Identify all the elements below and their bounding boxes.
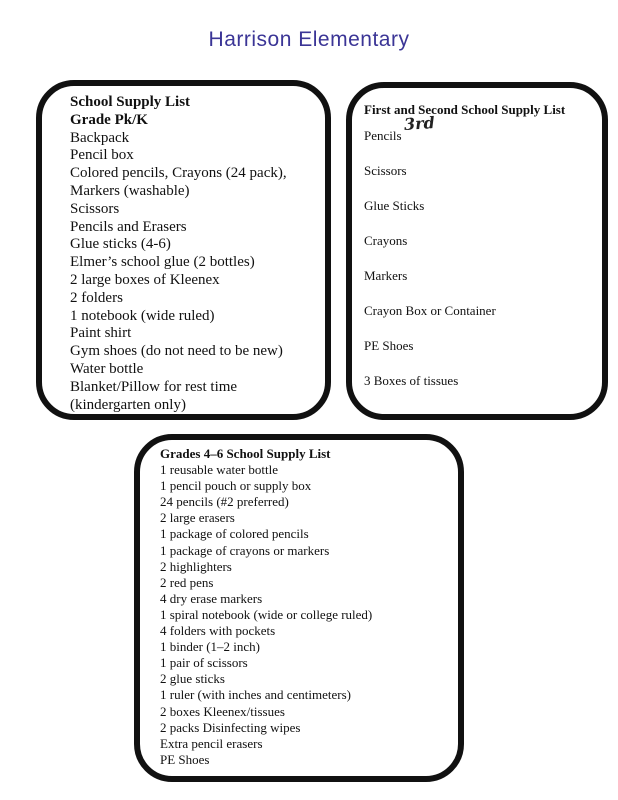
list-item: Water bottle xyxy=(70,360,144,377)
handwritten-note: 3rd xyxy=(403,112,436,135)
list-item: 4 folders with pockets xyxy=(160,623,276,639)
list-item: 1 pencil pouch or supply box xyxy=(160,478,312,494)
list-item: Glue sticks (4-6) xyxy=(70,236,171,253)
list-item: 1 pair of scissors xyxy=(160,655,248,671)
pk-list-grade-heading: Grade Pk/K xyxy=(70,111,148,128)
list-item: Crayons xyxy=(364,233,408,248)
list-item: Pencils xyxy=(364,128,402,143)
first-second-supply-list-box xyxy=(346,82,608,420)
grades-4-6-supply-list-box xyxy=(134,434,464,782)
list-item: 2 highlighters xyxy=(160,558,232,574)
list-item: 4 dry erase markers xyxy=(160,590,263,606)
list-item: Backpack xyxy=(70,129,130,146)
pk-k-supply-list-box xyxy=(36,80,331,420)
list-item: Blanket/Pillow for rest time xyxy=(70,378,238,395)
list-item: 2 folders xyxy=(70,289,123,306)
first-second-heading-text: First and Second School Supply List xyxy=(364,102,566,117)
list-item: 1 binder (1–2 inch) xyxy=(160,639,261,655)
list-item: Markers xyxy=(364,268,408,283)
list-item: Paint shirt xyxy=(70,325,132,342)
first-second-list-heading xyxy=(364,102,602,135)
list-item: Markers (washable) xyxy=(70,182,190,199)
grades-4-6-list-heading: Grades 4–6 School Supply List xyxy=(160,446,331,461)
list-item: 1 reusable water bottle xyxy=(160,462,279,478)
list-item: 3 Boxes of tissues xyxy=(364,373,459,388)
list-item: Crayon Box or Container xyxy=(364,303,496,318)
list-item: Gym shoes (do not need to be new) xyxy=(70,343,283,360)
list-item: Pencil box xyxy=(70,147,134,164)
list-item: 1 spiral notebook (wide or college ruled) xyxy=(160,606,373,622)
list-item: 2 boxes Kleenex/tissues xyxy=(160,703,285,719)
first-second-list-items xyxy=(364,128,602,389)
list-item: (kindergarten only) xyxy=(70,396,186,413)
pk-list-heading: School Supply List xyxy=(70,94,191,110)
list-item: 1 ruler (with inches and centimeters) xyxy=(160,687,351,703)
list-item: Scissors xyxy=(70,200,120,217)
pk-list-items xyxy=(70,130,325,415)
list-item: 24 pencils (#2 preferred) xyxy=(160,494,289,510)
page-title: Harrison Elementary xyxy=(208,28,410,51)
list-item: 2 glue sticks xyxy=(160,671,225,687)
list-item: Scissors xyxy=(364,163,407,178)
list-item: Pencils and Erasers xyxy=(70,218,187,235)
list-item: 1 package of crayons or markers xyxy=(160,542,330,558)
list-item: Colored pencils, Crayons (24 pack), xyxy=(70,165,287,182)
list-item: Glue Sticks xyxy=(364,198,425,213)
list-item: 2 red pens xyxy=(160,574,214,590)
grades-4-6-list-items xyxy=(160,462,458,768)
list-item: Elmer’s school glue (2 bottles) xyxy=(70,254,255,271)
list-item: Extra pencil erasers xyxy=(160,735,263,751)
list-item: 2 large erasers xyxy=(160,510,235,526)
list-item: 2 large boxes of Kleenex xyxy=(70,271,220,288)
list-item: 2 packs Disinfecting wipes xyxy=(160,719,301,735)
list-item: PE Shoes xyxy=(364,338,414,353)
list-item: 1 package of colored pencils xyxy=(160,526,309,542)
list-item: 1 notebook (wide ruled) xyxy=(70,307,215,324)
list-item: PE Shoes xyxy=(160,751,210,767)
